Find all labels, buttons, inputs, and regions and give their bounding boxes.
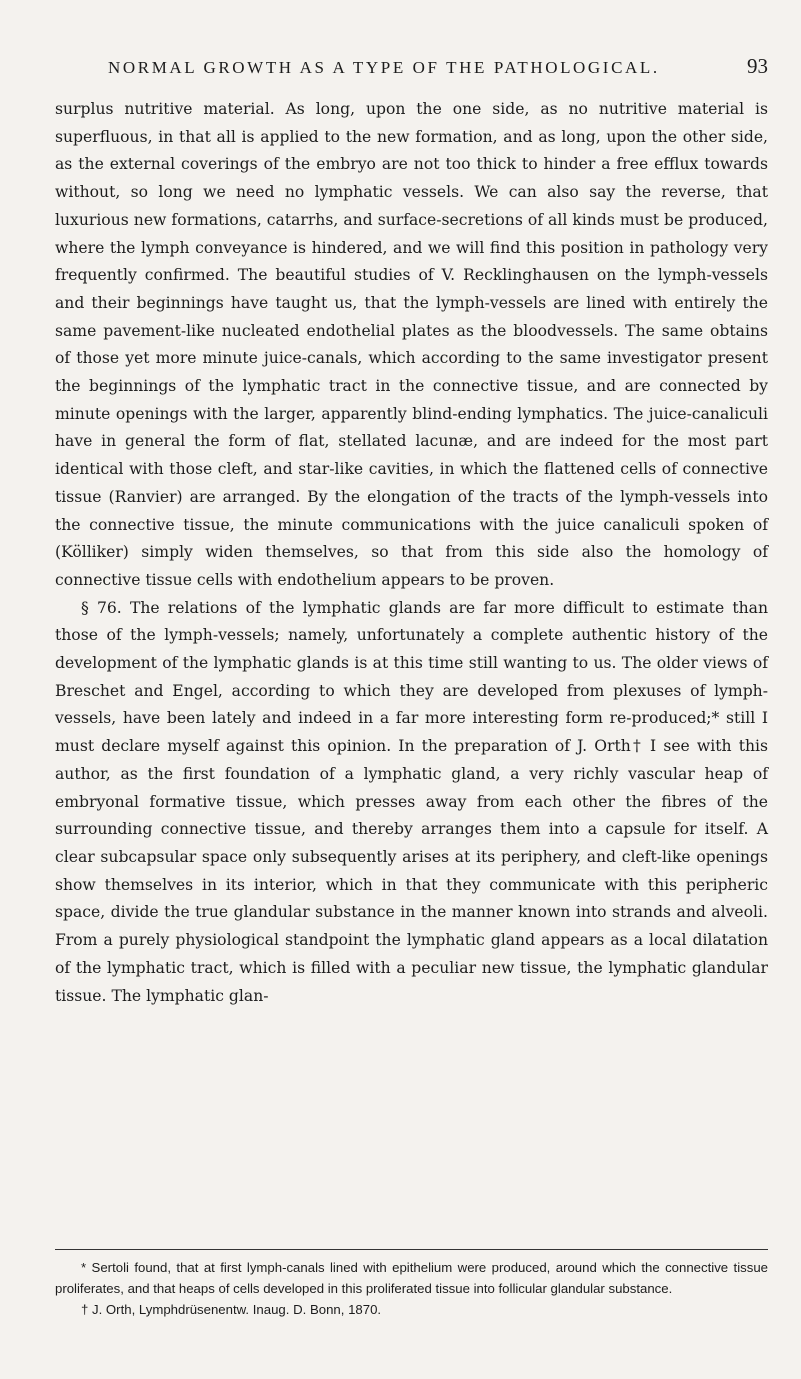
footnotes — [55, 1257, 768, 1320]
paragraph-section-76: § 76. The relations of the lymphatic glands are far more difficult to estimate than those of the lymph-vessels; namely, unfortunately a complete authentic history of the development of the lymphatic glands is at this time still wanting to us. The older views of Breschet and Engel, according to which they are developed from plexuses of lymph-vessels, have been lately and indeed in a far more interesting form re-produced;* still I must declare myself against this opinion. In the preparation of J. Orth† I see with this author, as the first foundation of a lymphatic gland, a very richly vascular heap of embryonal formative tissue, which presses away from each other the fibres of the surrounding connective tissue, and thereby arranges them into a capsule for itself. A clear subcapsular space only subsequently arises at its periphery, and cleft-like openings show themselves in its interior, which in that they communicate with this peripheric space, divide the true glandular substance in the manner known into strands and alveoli. From a purely physiological standpoint the lymphatic gland appears as a local dilatation of the lymphatic tract, which is filled with a peculiar new tissue, the lymphatic glandular tissue. The lymphatic glan- — [55, 598, 768, 1005]
footnote-orth: † J. Orth, Lymphdrüsenentw. Inaug. D. Bonn, 1870. — [81, 1302, 382, 1317]
paragraph-continuation: surplus nutritive material. As long, upon the one side, as no nutritive material is superfluous, in that all is applied to the new formation, and as long, upon the other side, as the external coverings of the embryo are not too thick to hinder a free efflux towards without, so long we need no lymphatic vessels. We can also say the reverse, that luxurious new formations, catarrhs, and surface-secretions of all kinds must be produced, where the lymph conveyance is hindered, and we will find this position in pathology very frequently confirmed. The beautiful studies of V. Recklinghausen on the lymph-vessels and their beginnings have taught us, that the lymph-vessels are lined with entirely the same pavement-like nucleated endothelial plates as the bloodvessels. The same obtains of those yet more minute juice-canals, which according to the same investigator present the beginnings of the lymphatic tract in the connective tissue, and are connected by minute openings with the larger, apparently blind-ending lymphatics. The juice-canaliculi have in general the form of flat, stellated lacunæ, and are indeed for the most part identical with those cleft, and star-like cavities, in which the flattened cells of connective tissue (Ranvier) are arranged. By the elongation of the tracts of the lymph-vessels into the connective tissue, the minute communications with the juice canaliculi spoken of (Kölliker) simply widen themselves, so that from this side also the homology of connective tissue cells with endothelium appears to be proven. — [55, 100, 768, 589]
running-title: NORMAL GROWTH AS A TYPE OF THE PATHOLOGICAL. — [108, 58, 660, 77]
page-number: 93 — [747, 54, 768, 78]
footnote-sertoli: * Sertoli found, that at first lymph-canals lined with epithelium were produced, around which the connective tissue proliferates, and that heaps of cells developed in this proliferated tissue into follicular glandular substance. — [55, 1260, 768, 1296]
footnote-rule — [55, 1249, 768, 1250]
body-text — [55, 96, 768, 1010]
running-head — [108, 54, 768, 84]
